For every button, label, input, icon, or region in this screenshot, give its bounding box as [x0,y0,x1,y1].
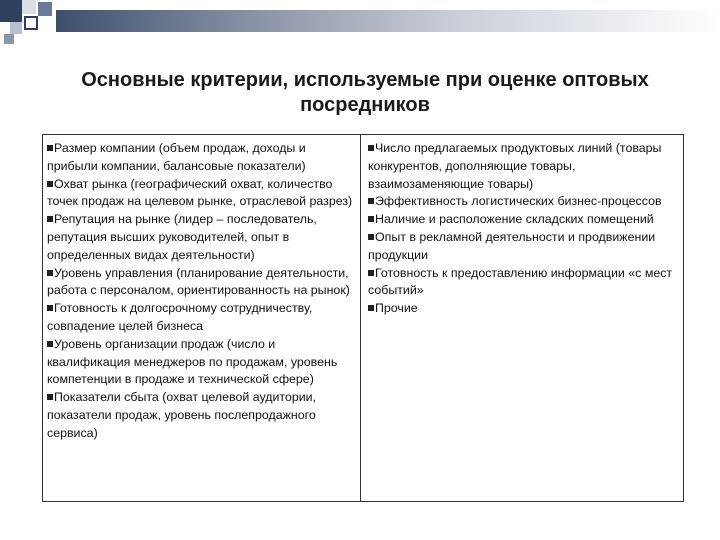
criteria-item [368,229,680,265]
bullet-square-icon [47,270,53,276]
deco-square-small [10,22,22,34]
criteria-item-text: Готовность к предоставлению информации «с мест событий» [368,265,673,298]
criteria-item [368,211,680,229]
criteria-item [368,193,680,211]
bullet-square-icon [368,145,374,151]
criteria-table [42,134,684,502]
criteria-item [47,389,357,442]
criteria-item [47,176,357,212]
bullet-square-icon [47,305,53,311]
criteria-item [47,336,357,389]
criteria-item-text: Прочие [375,301,418,316]
bullet-square-icon [47,181,53,187]
criteria-item-text: Уровень организации продаж (число и квалификация менеджеров по продажам, уровень компетенции в продаже и технической сфере) [47,336,338,387]
bullet-square-icon [368,198,374,204]
criteria-item [368,140,680,193]
criteria-item [47,300,357,336]
bullet-square-icon [368,234,374,240]
criteria-item-text: Готовность к долгосрочному сотрудничеству, совпадение целей бизнеса [47,301,313,333]
bullet-square-icon [368,305,374,311]
deco-square-outline [24,16,38,30]
criteria-item [47,265,357,301]
bullet-square-icon [47,216,53,222]
criteria-item-text: Уровень управления (планирование деятельности, работа с персоналом, ориентированность на рынок) [47,265,350,298]
slide-title: Основные критерии, используемые при оценке оптовых посредников [81,69,649,116]
top-gradient-bar [56,10,720,32]
bullet-square-icon [368,216,374,222]
bullet-square-icon [47,341,53,347]
bullet-square-icon [47,145,53,151]
criteria-item-text: Эффективность логистических бизнес-процессов [375,194,662,209]
deco-square-light [22,0,36,14]
criteria-item-text: Охват рынка (географический охват, количество точек продаж на целевом рынке, отраслевой разрез) [47,176,353,209]
criteria-item [368,265,680,301]
deco-square-lower [4,34,14,44]
criteria-item [368,300,680,318]
criteria-right-column [361,135,683,501]
bullet-square-icon [47,394,53,400]
deco-square-mid [38,2,52,16]
criteria-item-text: Число предлагаемых продуктовых линий (товары конкурентов, дополняющие товары, взаимозаменяющие товары) [368,141,662,191]
criteria-item-text: Опыт в рекламной деятельности и продвижении продукции [368,229,656,262]
criteria-left-column [43,135,361,501]
criteria-item [47,140,357,176]
criteria-item-text: Размер компании (объем продаж, доходы и прибыли компании, балансовые показатели) [47,141,306,173]
bullet-square-icon [368,270,374,276]
criteria-item-text: Репутация на рынке (лидер – последователь, репутация высших руководителей, опыт в определенных видах деятельности) [47,212,317,262]
criteria-item [47,211,357,264]
criteria-item-text: Показатели сбыта (охват целевой аудитории, показатели продаж, уровень послепродажного сервиса) [47,390,317,440]
deco-square-dark [0,0,22,22]
criteria-item-text: Наличие и расположение складских помещений [375,212,654,227]
